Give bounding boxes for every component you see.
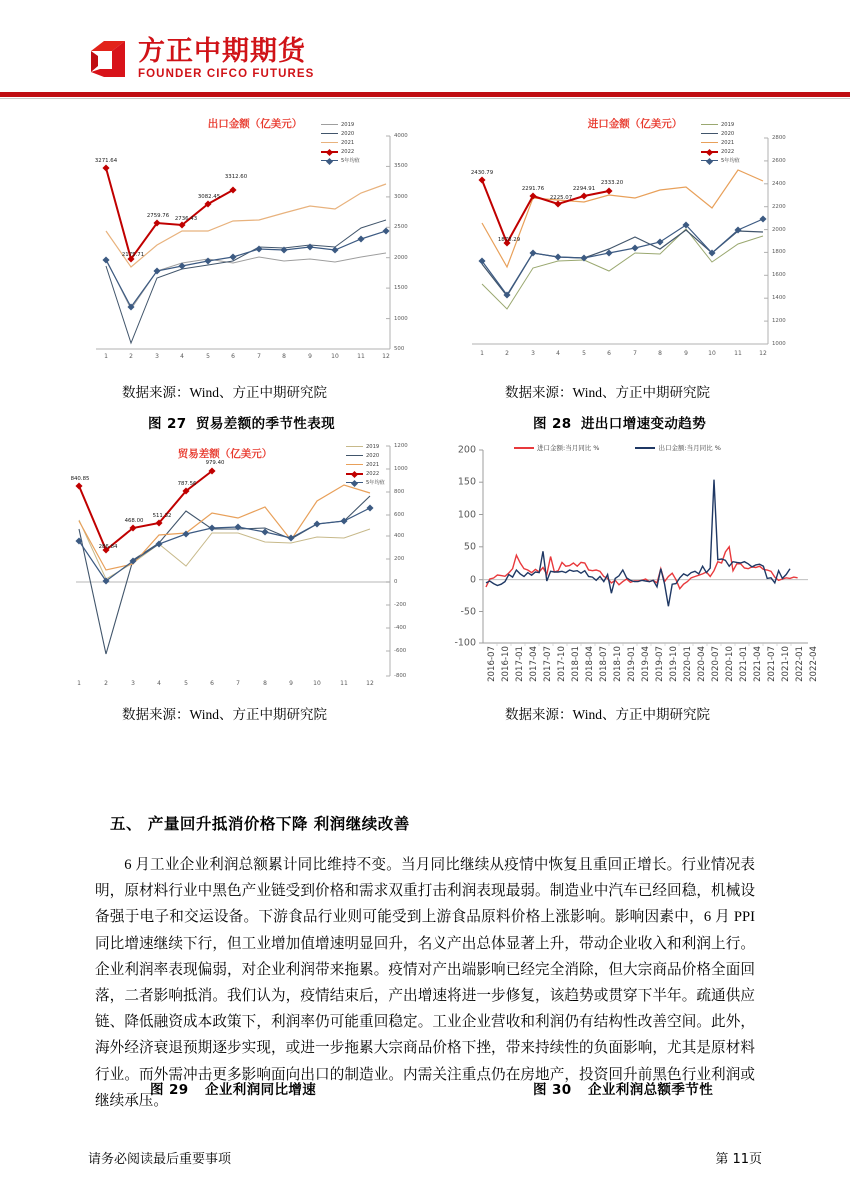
legend-label-export-yoy: 出口金额:当月同比 % — [658, 444, 721, 452]
header-rule-thin — [0, 98, 850, 99]
data-label: 2294.91 — [572, 186, 596, 192]
legend-swatch-2020 — [346, 455, 363, 456]
data-label: 2225.07 — [549, 195, 573, 201]
figure-caption-27: 贸易差额的季节性表现 — [196, 416, 335, 432]
legend-label-2019: 2019 — [366, 443, 380, 450]
legend-swatch-2020 — [701, 133, 718, 134]
legend-export — [321, 120, 360, 165]
legend-item — [346, 442, 385, 451]
legend-swatch-avg — [346, 482, 363, 483]
legend-swatch-2021 — [346, 464, 363, 465]
figure-caption-28: 进出口增速变动趋势 — [581, 416, 707, 432]
chart-export-amount: 出口金额（亿美元） 2019 2020 2021 2022 5年均值 3271.64 2175.71 2759.76 2736.43 3082.45 3312.60 4000 3500 3000 2500 2000 1500 1000 500 1 2 3 4 5 6 7 8 9 10 11 12 — [70, 112, 440, 370]
legend-swatch-avg — [701, 160, 718, 161]
chart-import-export-yoy — [440, 438, 820, 688]
legend-item — [701, 156, 740, 165]
data-label: 787.56 — [177, 481, 197, 487]
footer-disclaimer: 请务必阅读最后重要事项 — [88, 1152, 232, 1167]
chart-import-amount: 进口金额（亿美元） 2019 2020 2021 2022 5年均值 2430.79 1878.29 2291.76 2225.07 2294.91 2333.20 2800 2600 2400 2200 2000 1800 1600 1400 1200 1000 1 2 3 4 5 6 7 8 9 10 11 12 — [450, 112, 820, 370]
data-label: 468.00 — [124, 518, 144, 524]
data-label: 2759.76 — [146, 213, 170, 219]
legend-swatch-2021 — [321, 142, 338, 143]
legend-item — [635, 443, 720, 452]
legend-label-2021: 2021 — [721, 139, 735, 146]
chart-title-balance: 贸易差额（亿美元） — [177, 448, 273, 460]
figure-number-28: 图 28 — [533, 416, 572, 432]
figure-number-27: 图 27 — [148, 416, 187, 432]
legend-label-import-yoy: 进口金额:当月同比 % — [537, 444, 600, 452]
footer-page-number: 第 11页 — [715, 1152, 762, 1167]
chart-export-plot — [70, 112, 440, 370]
section-heading: 五、 产量回升抵消价格下降 利润继续改善 — [110, 815, 410, 833]
legend-item — [346, 451, 385, 460]
chart-trade-balance: 贸易差额（亿美元） 2019 2020 2021 2022 5年均值 840.85 286.84 468.00 511.32 787.56 979.40 1200 1000 800 600 400 200 0 -200 -400 -600 -800 1 2 3 4 5 6 7 8 9 10 11 12 — [60, 440, 440, 700]
legend-swatch-import-yoy — [514, 447, 534, 449]
legend-swatch-2022 — [321, 151, 338, 153]
legend-label-2021: 2021 — [341, 139, 355, 146]
founder-cifco-logo-icon — [88, 39, 128, 79]
legend-swatch-avg — [321, 160, 338, 161]
legend-item — [346, 478, 385, 487]
legend-swatch-2022 — [701, 151, 718, 153]
legend-swatch-2019 — [346, 446, 363, 447]
source-note-yoy: 数据来源：Wind、方正中期研究院 — [505, 707, 710, 722]
legend-label-avg: 5年均值 — [341, 158, 360, 164]
header-rule — [0, 92, 850, 97]
source-note-balance: 数据来源：Wind、方正中期研究院 — [122, 707, 327, 722]
legend-label-2019: 2019 — [341, 121, 355, 128]
legend-swatch-2020 — [321, 133, 338, 134]
data-label: 2333.20 — [600, 180, 624, 186]
legend-item — [346, 460, 385, 469]
data-label: 511.32 — [152, 513, 172, 519]
legend-label-2021: 2021 — [366, 461, 380, 468]
legend-balance — [346, 442, 385, 487]
section-paragraph: 6 月工业企业利润总额累计同比维持不变。当月同比继续从疫情中恢复且重回正增长。行业情况表明，原材料行业中黑色产业链受到价格和需求双重打击利润表现最弱。制造业中汽车已经回稳，机械设备强于电子和交运设备。下游食品行业则可能受到上游食品原料价格上涨影响。影响因素中，6 月 PPI 同比增速继续下行，但工业增加值增速明显回升，名义产出总体显著上升，带动企业收入和利润上行。企业利润率表现偏弱，对企业利润带来拖累。疫情对产出端影响已经完全消除，但大宗商品价格全面回落，二者影响抵消。我们认为，疫情结束后，产出增速将进一步修复，该趋势或贯穿下半年。疏通供应链、降低融资成本政策下，利润率仍可能重回稳定。工业企业营收和利润仍有结构性改善空间。此外，海外经济衰退预期逐步实现，或进一步拖累大宗商品价格下挫，带来持续性的负面影响，尤其是原材料行业。而外需冲击更多影响面向出口的制造业。内需关注重点仍在房地产，投资回升前黑色行业利润或继续承压。 — [95, 857, 755, 1109]
brand-name-en: FOUNDER CIFCO FUTURES — [138, 68, 315, 80]
company-logo — [88, 38, 314, 80]
data-label: 840.85 — [70, 476, 90, 482]
figure-number-29: 图 29 — [150, 1082, 189, 1098]
legend-item — [321, 147, 360, 156]
legend-item — [346, 469, 385, 478]
data-label: 2175.71 — [121, 252, 145, 258]
legend-item — [321, 156, 360, 165]
x-tick-labels-yoy: 2016-07 2016-10 2017-01 2017-04 2017-07 2017-10 2018-01 2018-04 2018-07 2018-10 2019-01 2019-04 2019-07 2019-10 2020-01 2020-04 2020-07 2020-10 2021-01 2021-04 2021-07 2021-10 2022-01 2022-04 — [487, 646, 819, 682]
figure-caption-29: 企业利润同比增速 — [205, 1082, 317, 1098]
legend-swatch-export-yoy — [635, 447, 655, 449]
legend-label-avg: 5年均值 — [721, 158, 740, 164]
legend-label-2019: 2019 — [721, 121, 735, 128]
data-label: 3271.64 — [94, 158, 118, 164]
legend-item — [514, 443, 599, 452]
legend-label-2020: 2020 — [341, 130, 355, 137]
legend-swatch-2021 — [701, 142, 718, 143]
data-label: 286.84 — [98, 544, 118, 550]
y-axis-yoy: 200 150 100 50 0 -50 -100 — [454, 444, 476, 649]
legend-item — [321, 129, 360, 138]
legend-yoy — [514, 443, 721, 452]
legend-label-2022: 2022 — [341, 148, 355, 155]
legend-label-2022: 2022 — [366, 470, 380, 477]
source-note-export: 数据来源：Wind、方正中期研究院 — [122, 385, 327, 400]
legend-item — [701, 147, 740, 156]
legend-swatch-2019 — [701, 124, 718, 125]
legend-swatch-2022 — [346, 473, 363, 475]
data-label: 2736.43 — [174, 216, 198, 222]
data-label: 1878.29 — [497, 237, 521, 243]
legend-item — [701, 129, 740, 138]
legend-item — [321, 138, 360, 147]
data-label: 3312.60 — [224, 174, 248, 180]
brand-name-cn: 方正中期期货 — [138, 36, 306, 67]
legend-import — [701, 120, 740, 165]
legend-label-2020: 2020 — [366, 452, 380, 459]
figure-number-30: 图 30 — [533, 1082, 572, 1098]
legend-label-avg: 5年均值 — [366, 480, 385, 486]
source-note-import: 数据来源：Wind、方正中期研究院 — [505, 385, 710, 400]
data-label: 2430.79 — [470, 170, 494, 176]
data-label: 2291.76 — [521, 186, 545, 192]
chart-title-export: 出口金额（亿美元） — [207, 118, 303, 130]
legend-item — [701, 120, 740, 129]
page-header — [0, 0, 850, 100]
legend-label-2022: 2022 — [721, 148, 735, 155]
data-label: 3082.45 — [197, 194, 221, 200]
legend-label-2020: 2020 — [721, 130, 735, 137]
figure-caption-30: 企业利润总额季节性 — [588, 1082, 714, 1098]
legend-swatch-2019 — [321, 124, 338, 125]
legend-item — [701, 138, 740, 147]
chart-title-import: 进口金额（亿美元） — [587, 118, 683, 130]
data-label: 979.40 — [205, 460, 225, 466]
legend-item — [321, 120, 360, 129]
